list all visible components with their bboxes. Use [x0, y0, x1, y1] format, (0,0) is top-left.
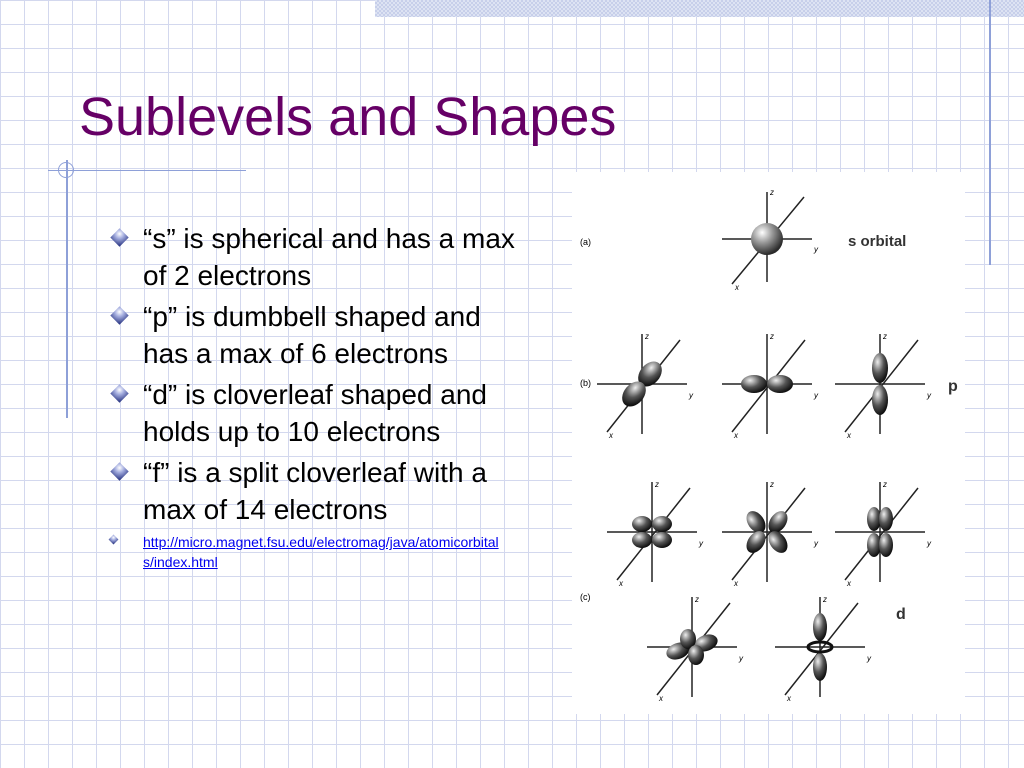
orbital-shapes-figure: [572, 172, 965, 714]
axis-label: x: [619, 579, 623, 588]
diamond-bullet-icon: [110, 306, 128, 324]
diamond-bullet-icon: [110, 228, 128, 246]
axis-label: x: [787, 694, 791, 703]
panel-label-a: (a): [580, 237, 591, 247]
axis-label: y: [867, 654, 871, 663]
decorative-vertical-line-left: [66, 160, 68, 418]
d-orbital-yz-diagram: [835, 480, 932, 588]
axis-label: y: [689, 391, 693, 400]
bullet-text: “s” is spherical and has a max of 2 electrons: [143, 223, 515, 291]
axis-label: y: [814, 391, 818, 400]
axis-label: z: [883, 332, 887, 341]
d-orbital-xz-diagram: [722, 480, 819, 588]
axis-label: y: [699, 539, 703, 548]
axis-label: x: [734, 431, 738, 440]
axis-label: y: [814, 245, 818, 254]
decorative-top-band: [375, 0, 1024, 17]
axis-label: y: [739, 654, 743, 663]
d-orbital-z2-diagram: [775, 595, 872, 703]
bullet-text: “d” is cloverleaf shaped and holds up to 10 electrons: [143, 379, 487, 447]
bullet-item-d: [104, 376, 524, 450]
axis-label: z: [655, 480, 659, 489]
axis-label: x: [609, 431, 613, 440]
axis-label: x: [734, 579, 738, 588]
bullet-item-s: [104, 220, 524, 294]
axis-label: z: [883, 480, 887, 489]
bullet-list: [104, 220, 524, 576]
axis-label: x: [659, 694, 663, 703]
decorative-horizontal-line: [48, 170, 246, 171]
axis-label: z: [770, 332, 774, 341]
bullet-text: “f” is a split cloverleaf with a max of 14 electrons: [143, 457, 487, 525]
axis-label: x: [847, 431, 851, 440]
s-orbital-label: s orbital: [848, 233, 907, 250]
p-orbital-label: p: [948, 378, 958, 395]
axis-label: y: [927, 391, 931, 400]
axis-label: y: [927, 539, 931, 548]
panel-label-b: (b): [580, 378, 591, 388]
bullet-item-link: [104, 532, 524, 572]
s-orbital-diagram: [722, 188, 819, 292]
bullet-item-p: [104, 298, 524, 372]
p-orbital-x-diagram: [597, 332, 694, 440]
d-orbital-xy-diagram: [607, 480, 704, 588]
reference-link[interactable]: http://micro.magnet.fsu.edu/electromag/java/atomicorbitals/index.html: [143, 534, 499, 570]
axis-label: z: [695, 595, 699, 604]
diamond-bullet-icon: [110, 384, 128, 402]
axis-label: x: [735, 283, 739, 292]
d-orbital-label: d: [896, 606, 906, 623]
axis-label: y: [814, 539, 818, 548]
decorative-circle: [58, 162, 74, 178]
diamond-bullet-icon: [110, 462, 128, 480]
slide-title: Sublevels and Shapes: [79, 87, 617, 147]
axis-label: z: [645, 332, 649, 341]
diamond-bullet-icon: [109, 535, 119, 545]
axis-label: z: [770, 188, 774, 197]
axis-label: x: [847, 579, 851, 588]
p-orbital-y-diagram: [722, 332, 819, 440]
p-orbital-z-diagram: [835, 332, 932, 440]
decorative-vertical-line-right: [989, 0, 991, 265]
axis-label: z: [770, 480, 774, 489]
bullet-text: “p” is dumbbell shaped and has a max of 6 electrons: [143, 301, 481, 369]
bullet-item-f: [104, 454, 524, 528]
panel-label-c: (c): [580, 592, 591, 602]
d-orbital-x2y2-diagram: [647, 595, 744, 703]
axis-label: z: [823, 595, 827, 604]
